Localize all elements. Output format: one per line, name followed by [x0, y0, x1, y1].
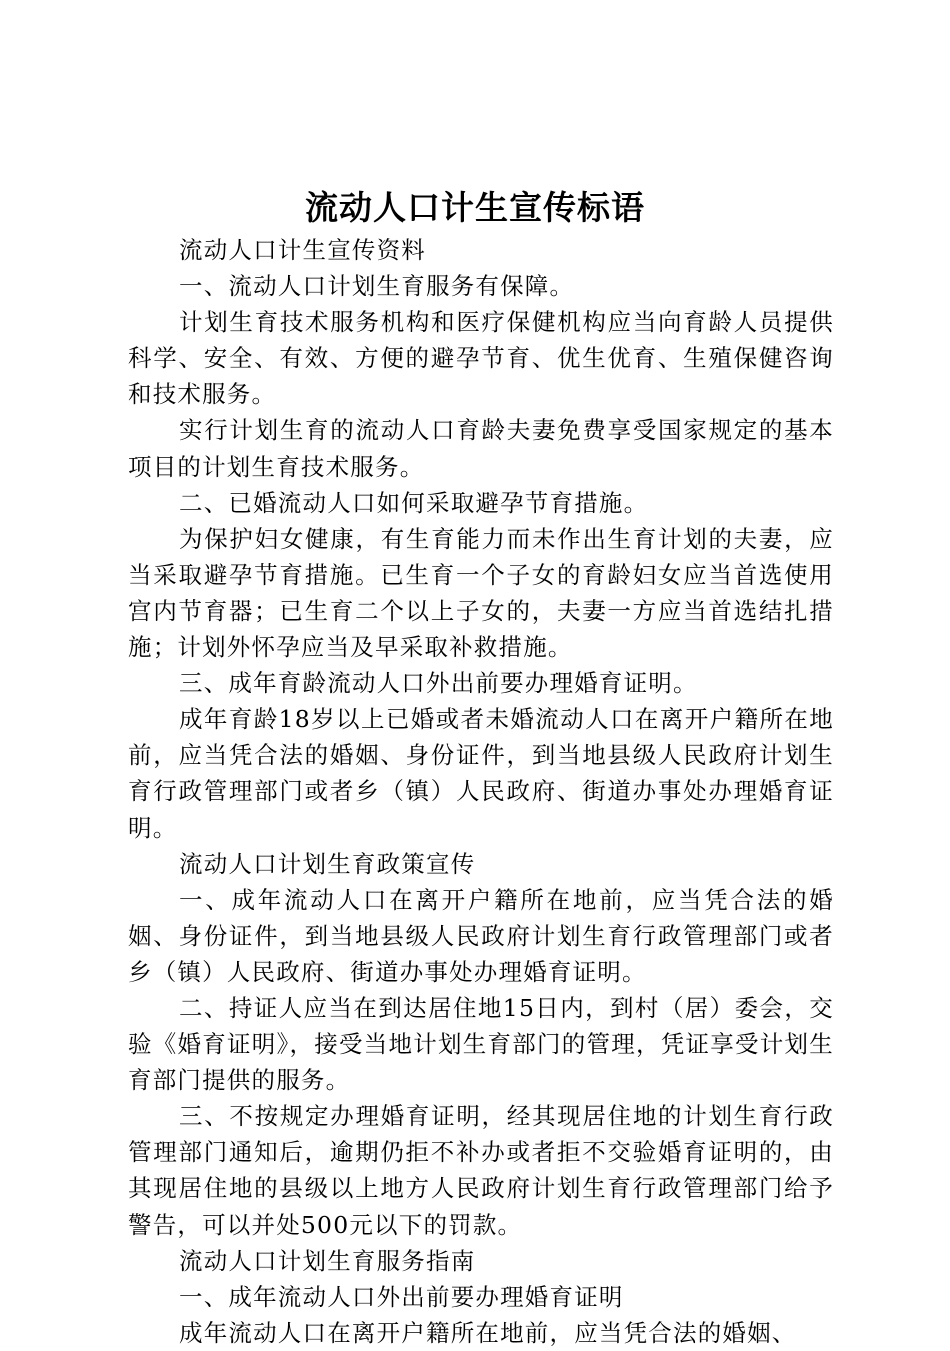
paragraph-section-2-body: 为保护妇女健康，有生育能力而未作出生育计划的夫妻，应当采取避孕节育措施。已生育一个子女的育龄妇女应当首选使用宫内节育器；已生育二个以上子女的，夫妻一方应当首选结扎措施；计划外怀孕应当及早采取补救措施。 [128, 524, 834, 662]
paragraph-policy-3: 三、不按规定办理婚育证明，经其现居住地的计划生育行政管理部门通知后，逾期仍拒不补办或者拒不交验婚育证明的，由其现居住地的县级以上地方人民政府计划生育行政管理部门给予警告，可以并处500元以下的罚款。 [128, 1102, 834, 1239]
paragraph-section-1-body-a: 计划生育技术服务机构和医疗保健机构应当向育龄人员提供科学、安全、有效、方便的避孕节育、优生优育、生殖保健咨询和技术服务。 [128, 308, 834, 409]
paragraph-section-1-body-b: 实行计划生育的流动人口育龄夫妻免费享受国家规定的基本项目的计划生育技术服务。 [128, 416, 834, 481]
paragraph-guide-1-body: 成年流动人口在离开户籍所在地前，应当凭合法的婚姻、 [179, 1318, 797, 1347]
paragraph-guide-1-heading: 一、成年流动人口外出前要办理婚育证明 [179, 1282, 624, 1311]
paragraph-section-3-heading: 三、成年育龄流动人口外出前要办理婚育证明。 [179, 669, 698, 698]
paragraph-heading-policy: 流动人口计划生育政策宣传 [179, 849, 476, 878]
paragraph-section-3-body: 成年育龄18岁以上已婚或者未婚流动人口在离开户籍所在地前，应当凭合法的婚姻、身份证件，到当地县级人民政府计划生育行政管理部门或者乡（镇）人民政府、街道办事处办理婚育证明。 [128, 705, 834, 842]
paragraph-heading-guide: 流动人口计划生育服务指南 [179, 1246, 476, 1275]
paragraph-policy-2: 二、持证人应当在到达居住地15日内，到村（居）委会，交验《婚育证明》，接受当地计划生育部门的管理，凭证享受计划生育部门提供的服务。 [128, 993, 834, 1095]
document-title: 流动人口计生宣传标语 [305, 188, 645, 227]
paragraph-section-1-heading: 一、流动人口计划生育服务有保障。 [179, 272, 575, 301]
paragraph-policy-1: 一、成年流动人口在离开户籍所在地前，应当凭合法的婚姻、身份证件，到当地县级人民政府计划生育行政管理部门或者乡（镇）人民政府、街道办事处办理婚育证明。 [128, 885, 834, 986]
paragraph-heading-materials: 流动人口计生宣传资料 [179, 236, 426, 264]
document-body [128, 232, 834, 1351]
paragraph-section-2-heading: 二、已婚流动人口如何采取避孕节育措施。 [179, 488, 649, 517]
